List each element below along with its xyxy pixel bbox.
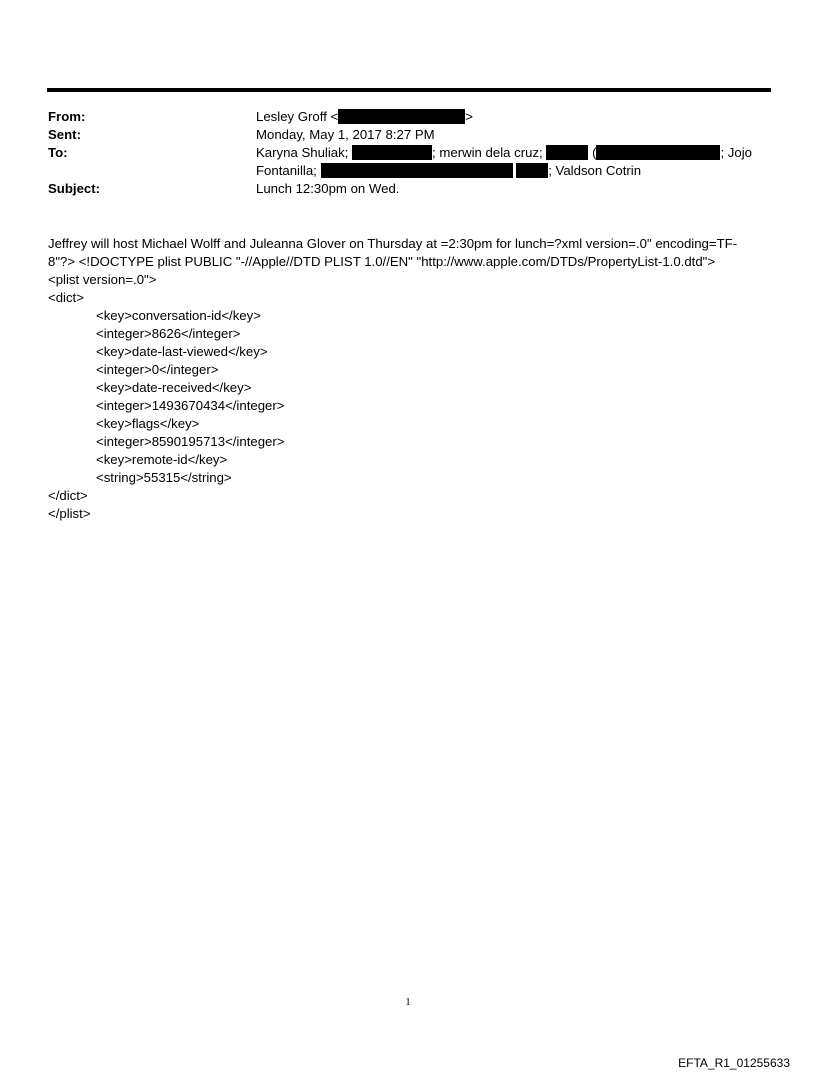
from-label: From: [48, 109, 86, 124]
to-recipient: ; Jojo [720, 145, 752, 160]
sent-row [48, 126, 768, 144]
body-line: Jeffrey will host Michael Wolff and Juleanna Glover on Thursday at =2:30pm for lunch=?xml version=.0" encoding=TF- [48, 236, 738, 251]
to-recipient: ; merwin dela cruz; [432, 145, 543, 160]
body-line: </dict> [48, 488, 88, 503]
to-row [48, 144, 768, 180]
to-recipient: Fontanilla; [256, 163, 317, 178]
body-line: </plist> [48, 506, 91, 521]
redaction-box [352, 145, 432, 160]
to-label: To: [48, 145, 68, 160]
plist-line: <integer>8626</integer> [96, 326, 241, 341]
redaction-box [338, 109, 465, 124]
to-value [256, 144, 768, 180]
plist-line: <key>remote-id</key> [96, 452, 228, 467]
plist-line: <key>date-received</key> [96, 380, 252, 395]
redaction-box [516, 163, 548, 178]
sent-value: Monday, May 1, 2017 8:27 PM [256, 127, 435, 142]
plist-line: <integer>1493670434</integer> [96, 398, 285, 413]
email-header [48, 108, 768, 198]
plist-line: <integer>0</integer> [96, 362, 219, 377]
body-line: <dict> [48, 290, 84, 305]
page-number: 1 [405, 996, 411, 1008]
subject-label: Subject: [48, 181, 101, 196]
body-line: 8"?> <!DOCTYPE plist PUBLIC "-//Apple//DTD PLIST 1.0//EN" "http://www.apple.com/DTDs/PropertyList-1.0.dtd"> [48, 254, 716, 269]
redaction-box [546, 145, 588, 160]
to-recipient: ( [592, 145, 597, 160]
to-line-2 [256, 163, 641, 178]
redaction-box [321, 163, 513, 178]
from-close: > [465, 109, 473, 124]
from-name: Lesley Groff < [256, 109, 339, 124]
plist-line: <key>conversation-id</key> [96, 308, 261, 323]
plist-line: <key>flags</key> [96, 416, 200, 431]
from-value [256, 108, 768, 126]
bates-number: EFTA_R1_01255633 [678, 1056, 790, 1070]
from-row [48, 108, 768, 126]
to-line-1 [256, 145, 752, 160]
to-recipient: Karyna Shuliak; [256, 145, 349, 160]
sent-label: Sent: [48, 127, 81, 142]
body-line: <plist version=.0"> [48, 272, 157, 287]
header-rule [47, 88, 771, 92]
redaction-box [596, 145, 720, 160]
to-recipient: ; Valdson Cotrin [548, 163, 642, 178]
email-body [48, 235, 763, 523]
plist-line: <key>date-last-viewed</key> [96, 344, 268, 359]
plist-line: <string>55315</string> [96, 470, 232, 485]
plist-line: <integer>8590195713</integer> [96, 434, 285, 449]
subject-row [48, 180, 768, 198]
subject-value: Lunch 12:30pm on Wed. [256, 181, 400, 196]
